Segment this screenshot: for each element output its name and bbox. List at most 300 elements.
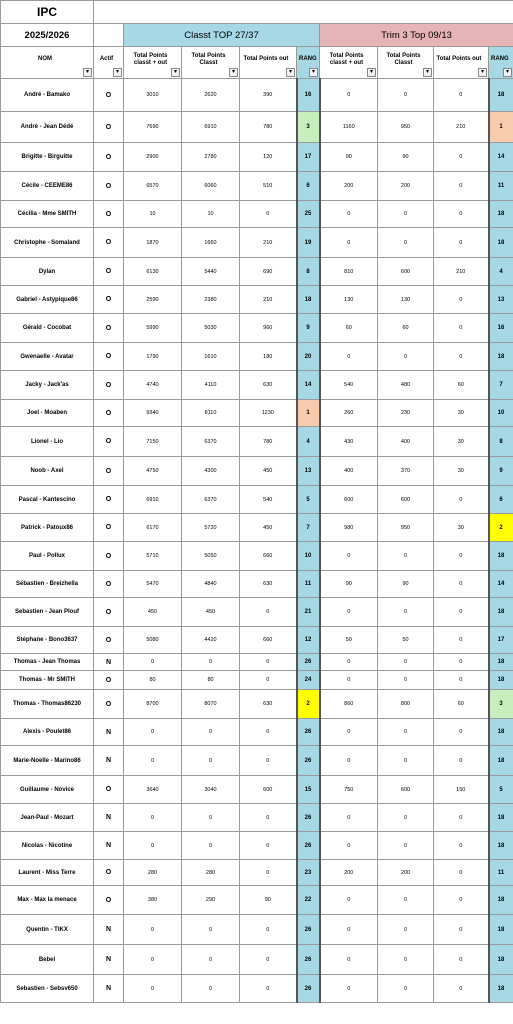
cell-rang-2[interactable]: 18 xyxy=(489,228,513,258)
cell-tpc[interactable]: 0 xyxy=(182,832,240,860)
cell-rang[interactable]: 1 xyxy=(297,400,320,427)
cell-tpo[interactable]: 780 xyxy=(240,112,297,143)
cell-nom[interactable]: Jean-Paul - Mozart xyxy=(1,804,94,832)
cell-tpo[interactable]: 450 xyxy=(240,514,297,542)
cell-rang[interactable]: 6 xyxy=(297,172,320,201)
cell-tpo[interactable]: 210 xyxy=(240,286,297,314)
cell-rang[interactable]: 8 xyxy=(297,258,320,286)
cell-tpc-out[interactable]: 280 xyxy=(124,860,182,886)
cell-rang-2[interactable]: 18 xyxy=(489,746,513,776)
cell-actif[interactable]: O xyxy=(94,457,124,486)
cell-actif[interactable]: O xyxy=(94,371,124,400)
cell-rang[interactable]: 18 xyxy=(297,286,320,314)
cell-tpc-out[interactable]: 4750 xyxy=(124,457,182,486)
filter-dropdown-icon[interactable]: ▾ xyxy=(367,68,376,77)
cell-tpc-2[interactable]: 0 xyxy=(378,671,434,690)
cell-rang[interactable]: 13 xyxy=(297,457,320,486)
cell-rang-2[interactable]: 11 xyxy=(489,172,513,201)
cell-tpo-2[interactable]: 150 xyxy=(434,776,489,804)
header-tpc-2[interactable]: Total Points Classt ▾ xyxy=(378,47,434,79)
cell-tpo[interactable]: 120 xyxy=(240,143,297,172)
cell-tpc-2[interactable]: 60 xyxy=(378,314,434,343)
cell-tpc-2[interactable]: 0 xyxy=(378,746,434,776)
cell-nom[interactable]: Sebastien - Sebsv650 xyxy=(1,975,94,1003)
cell-rang-2[interactable]: 18 xyxy=(489,804,513,832)
cell-tpc[interactable]: 3040 xyxy=(182,776,240,804)
cell-tpc-2[interactable]: 0 xyxy=(378,201,434,228)
cell-tpc-2[interactable]: 0 xyxy=(378,79,434,112)
cell-rang[interactable]: 26 xyxy=(297,915,320,945)
cell-tpo[interactable]: 0 xyxy=(240,201,297,228)
cell-tpo-2[interactable]: 210 xyxy=(434,112,489,143)
cell-tpc-out-2[interactable]: 540 xyxy=(320,371,378,400)
cell-tpo[interactable]: 630 xyxy=(240,371,297,400)
cell-tpc-out-2[interactable]: 200 xyxy=(320,860,378,886)
cell-rang-2[interactable]: 14 xyxy=(489,571,513,598)
cell-rang[interactable]: 15 xyxy=(297,776,320,804)
header-tpo-2[interactable]: Total Points out ▾ xyxy=(434,47,489,79)
cell-tpc-out[interactable]: 80 xyxy=(124,671,182,690)
cell-rang[interactable]: 3 xyxy=(297,112,320,143)
cell-tpc-2[interactable]: 0 xyxy=(378,804,434,832)
cell-tpo-2[interactable]: 30 xyxy=(434,514,489,542)
cell-rang-2[interactable]: 7 xyxy=(489,371,513,400)
cell-tpc-out[interactable]: 5080 xyxy=(124,627,182,654)
cell-rang-2[interactable]: 3 xyxy=(489,690,513,719)
cell-tpc-2[interactable]: 0 xyxy=(378,228,434,258)
cell-actif[interactable]: O xyxy=(94,886,124,915)
cell-tpo[interactable]: 0 xyxy=(240,804,297,832)
cell-tpc-out-2[interactable]: 750 xyxy=(320,776,378,804)
cell-tpo[interactable]: 960 xyxy=(240,314,297,343)
cell-rang-2[interactable]: 18 xyxy=(489,671,513,690)
cell-tpo-2[interactable]: 30 xyxy=(434,427,489,457)
cell-actif[interactable]: N xyxy=(94,719,124,746)
cell-tpc[interactable]: 0 xyxy=(182,746,240,776)
cell-tpc-out-2[interactable]: 0 xyxy=(320,746,378,776)
cell-tpc-out[interactable]: 2590 xyxy=(124,286,182,314)
cell-rang-2[interactable]: 10 xyxy=(489,400,513,427)
cell-tpc-out-2[interactable]: 0 xyxy=(320,201,378,228)
cell-tpc[interactable]: 2380 xyxy=(182,286,240,314)
cell-tpc-2[interactable]: 50 xyxy=(378,627,434,654)
cell-nom[interactable]: Nicolas - Nicotine xyxy=(1,832,94,860)
cell-tpo-2[interactable]: 0 xyxy=(434,804,489,832)
cell-nom[interactable]: Cécilia - Mme SMITH xyxy=(1,201,94,228)
cell-rang[interactable]: 20 xyxy=(297,343,320,371)
cell-rang[interactable]: 26 xyxy=(297,804,320,832)
cell-tpc-2[interactable]: 0 xyxy=(378,343,434,371)
cell-actif[interactable]: N xyxy=(94,975,124,1003)
cell-rang[interactable]: 11 xyxy=(297,571,320,598)
cell-tpo-2[interactable]: 60 xyxy=(434,690,489,719)
cell-tpo[interactable]: 780 xyxy=(240,427,297,457)
cell-tpc-2[interactable]: 950 xyxy=(378,112,434,143)
cell-rang[interactable]: 22 xyxy=(297,886,320,915)
cell-tpc-2[interactable]: 370 xyxy=(378,457,434,486)
cell-tpo-2[interactable]: 0 xyxy=(434,832,489,860)
cell-tpc-2[interactable]: 200 xyxy=(378,860,434,886)
cell-tpc-out-2[interactable]: 0 xyxy=(320,228,378,258)
cell-tpo-2[interactable]: 0 xyxy=(434,201,489,228)
cell-actif[interactable]: O xyxy=(94,286,124,314)
cell-tpo[interactable]: 600 xyxy=(240,776,297,804)
cell-rang-2[interactable]: 18 xyxy=(489,975,513,1003)
cell-tpc[interactable]: 0 xyxy=(182,804,240,832)
cell-nom[interactable]: Dylan xyxy=(1,258,94,286)
cell-nom[interactable]: Gérald - Cocobat xyxy=(1,314,94,343)
cell-actif[interactable]: O xyxy=(94,776,124,804)
cell-nom[interactable]: Gabriel - Astypique86 xyxy=(1,286,94,314)
cell-actif[interactable]: O xyxy=(94,172,124,201)
cell-tpo-2[interactable]: 0 xyxy=(434,143,489,172)
cell-nom[interactable]: Thomas - Thomas86230 xyxy=(1,690,94,719)
cell-nom[interactable]: Jacky - Jack'as xyxy=(1,371,94,400)
cell-rang-2[interactable]: 16 xyxy=(489,314,513,343)
cell-rang-2[interactable]: 18 xyxy=(489,542,513,571)
cell-rang-2[interactable]: 11 xyxy=(489,860,513,886)
cell-rang-2[interactable]: 18 xyxy=(489,945,513,975)
cell-rang[interactable]: 26 xyxy=(297,975,320,1003)
cell-tpc-out[interactable]: 0 xyxy=(124,975,182,1003)
cell-tpc-2[interactable]: 0 xyxy=(378,915,434,945)
cell-tpc-out-2[interactable]: 810 xyxy=(320,258,378,286)
cell-actif[interactable]: O xyxy=(94,201,124,228)
cell-tpo[interactable]: 510 xyxy=(240,172,297,201)
cell-rang[interactable]: 14 xyxy=(297,371,320,400)
header-tpc-out-2[interactable]: Total Points classt + out ▾ xyxy=(320,47,378,79)
cell-tpc-out[interactable]: 2900 xyxy=(124,143,182,172)
cell-nom[interactable]: Patrick - Patoux86 xyxy=(1,514,94,542)
header-rang-2[interactable]: RANG ▾ xyxy=(489,47,513,79)
cell-tpo[interactable]: 0 xyxy=(240,598,297,627)
cell-nom[interactable]: Christophe - Somaland xyxy=(1,228,94,258)
cell-tpc-2[interactable]: 230 xyxy=(378,400,434,427)
cell-tpo-2[interactable]: 0 xyxy=(434,486,489,514)
cell-tpc-out[interactable]: 0 xyxy=(124,915,182,945)
cell-tpo[interactable]: 0 xyxy=(240,975,297,1003)
cell-nom[interactable]: Cécile - CEEME86 xyxy=(1,172,94,201)
cell-tpc-out[interactable]: 6170 xyxy=(124,514,182,542)
cell-tpc[interactable]: 1660 xyxy=(182,228,240,258)
cell-rang[interactable]: 24 xyxy=(297,671,320,690)
cell-tpc-out-2[interactable]: 90 xyxy=(320,571,378,598)
cell-tpc-out-2[interactable]: 260 xyxy=(320,400,378,427)
cell-rang-2[interactable]: 9 xyxy=(489,457,513,486)
cell-tpc-out-2[interactable]: 430 xyxy=(320,427,378,457)
cell-tpc[interactable]: 6060 xyxy=(182,172,240,201)
cell-tpo-2[interactable]: 0 xyxy=(434,671,489,690)
cell-tpo-2[interactable]: 30 xyxy=(434,457,489,486)
cell-tpo-2[interactable]: 0 xyxy=(434,172,489,201)
cell-tpc-out-2[interactable]: 0 xyxy=(320,975,378,1003)
cell-tpc-2[interactable]: 130 xyxy=(378,286,434,314)
cell-nom[interactable]: Thomas - Jean Thomas xyxy=(1,654,94,671)
header-nom[interactable]: NOM ▾ xyxy=(1,47,94,79)
cell-tpo-2[interactable]: 0 xyxy=(434,886,489,915)
cell-tpo-2[interactable]: 0 xyxy=(434,719,489,746)
cell-nom[interactable]: André - Bamako xyxy=(1,79,94,112)
cell-rang-2[interactable]: 18 xyxy=(489,343,513,371)
cell-tpc-out-2[interactable]: 0 xyxy=(320,915,378,945)
cell-rang-2[interactable]: 18 xyxy=(489,719,513,746)
cell-nom[interactable]: Guillaume - Novice xyxy=(1,776,94,804)
cell-tpc-out[interactable]: 5990 xyxy=(124,314,182,343)
cell-rang[interactable]: 5 xyxy=(297,486,320,514)
cell-tpc-2[interactable]: 200 xyxy=(378,172,434,201)
cell-tpc-out[interactable]: 0 xyxy=(124,719,182,746)
cell-tpo[interactable]: 630 xyxy=(240,690,297,719)
cell-tpo-2[interactable]: 0 xyxy=(434,654,489,671)
cell-tpo-2[interactable]: 0 xyxy=(434,542,489,571)
cell-tpc-2[interactable]: 0 xyxy=(378,719,434,746)
cell-actif[interactable]: O xyxy=(94,690,124,719)
cell-tpo[interactable]: 0 xyxy=(240,945,297,975)
cell-tpo[interactable]: 630 xyxy=(240,571,297,598)
cell-rang-2[interactable]: 18 xyxy=(489,598,513,627)
cell-tpc-out[interactable]: 8700 xyxy=(124,690,182,719)
cell-rang-2[interactable]: 18 xyxy=(489,886,513,915)
cell-nom[interactable]: Max - Max la menace xyxy=(1,886,94,915)
cell-tpc[interactable]: 6370 xyxy=(182,427,240,457)
cell-tpc-out[interactable]: 9340 xyxy=(124,400,182,427)
cell-tpc[interactable]: 5440 xyxy=(182,258,240,286)
cell-tpc-out-2[interactable]: 400 xyxy=(320,457,378,486)
filter-dropdown-icon[interactable]: ▾ xyxy=(478,68,487,77)
cell-tpc-2[interactable]: 90 xyxy=(378,143,434,172)
cell-tpc-out[interactable]: 3010 xyxy=(124,79,182,112)
cell-tpo[interactable]: 660 xyxy=(240,627,297,654)
cell-actif[interactable]: O xyxy=(94,598,124,627)
cell-tpc[interactable]: 0 xyxy=(182,975,240,1003)
header-actif[interactable]: Actif ▾ xyxy=(94,47,124,79)
cell-tpc-out-2[interactable]: 60 xyxy=(320,314,378,343)
cell-tpc-out-2[interactable]: 90 xyxy=(320,143,378,172)
cell-actif[interactable]: O xyxy=(94,571,124,598)
filter-dropdown-icon[interactable]: ▾ xyxy=(423,68,432,77)
cell-nom[interactable]: Sebastien - Jean Plouf xyxy=(1,598,94,627)
cell-tpc-out[interactable]: 1870 xyxy=(124,228,182,258)
cell-tpo[interactable]: 690 xyxy=(240,258,297,286)
cell-rang-2[interactable]: 18 xyxy=(489,79,513,112)
cell-rang[interactable]: 19 xyxy=(297,228,320,258)
cell-tpc-out[interactable]: 0 xyxy=(124,654,182,671)
cell-tpc[interactable]: 0 xyxy=(182,945,240,975)
cell-tpo[interactable]: 0 xyxy=(240,671,297,690)
cell-rang[interactable]: 2 xyxy=(297,690,320,719)
cell-tpc[interactable]: 2620 xyxy=(182,79,240,112)
cell-tpo[interactable]: 0 xyxy=(240,832,297,860)
cell-actif[interactable]: O xyxy=(94,627,124,654)
filter-dropdown-icon[interactable]: ▾ xyxy=(286,68,295,77)
cell-rang-2[interactable]: 14 xyxy=(489,143,513,172)
cell-tpc[interactable]: 5720 xyxy=(182,514,240,542)
cell-tpc-2[interactable]: 0 xyxy=(378,832,434,860)
cell-actif[interactable]: O xyxy=(94,514,124,542)
cell-tpo[interactable]: 180 xyxy=(240,343,297,371)
cell-tpc[interactable]: 8110 xyxy=(182,400,240,427)
cell-tpo-2[interactable]: 30 xyxy=(434,400,489,427)
cell-actif[interactable]: O xyxy=(94,228,124,258)
cell-tpo[interactable]: 390 xyxy=(240,79,297,112)
cell-nom[interactable]: André - Jean Dédé xyxy=(1,112,94,143)
filter-dropdown-icon[interactable]: ▾ xyxy=(83,68,92,77)
cell-tpc-out-2[interactable]: 0 xyxy=(320,719,378,746)
cell-tpc-out[interactable]: 6910 xyxy=(124,486,182,514)
cell-tpo-2[interactable]: 0 xyxy=(434,228,489,258)
cell-rang[interactable]: 26 xyxy=(297,832,320,860)
cell-tpc-out[interactable]: 10 xyxy=(124,201,182,228)
cell-nom[interactable]: Lionel - Lio xyxy=(1,427,94,457)
cell-tpo[interactable]: 0 xyxy=(240,746,297,776)
cell-tpo[interactable]: 1230 xyxy=(240,400,297,427)
cell-tpo-2[interactable]: 0 xyxy=(434,627,489,654)
cell-rang-2[interactable]: 13 xyxy=(489,286,513,314)
cell-nom[interactable]: Noob - Axel xyxy=(1,457,94,486)
cell-tpc[interactable]: 0 xyxy=(182,719,240,746)
cell-tpo[interactable]: 0 xyxy=(240,654,297,671)
filter-dropdown-icon[interactable]: ▾ xyxy=(113,68,122,77)
cell-actif[interactable]: O xyxy=(94,314,124,343)
cell-tpc[interactable]: 0 xyxy=(182,654,240,671)
cell-actif[interactable]: O xyxy=(94,671,124,690)
cell-nom[interactable]: Quentin - TIKX xyxy=(1,915,94,945)
cell-tpc-out-2[interactable]: 0 xyxy=(320,598,378,627)
cell-tpo[interactable]: 0 xyxy=(240,915,297,945)
cell-tpc-out[interactable]: 380 xyxy=(124,886,182,915)
cell-tpo[interactable]: 210 xyxy=(240,228,297,258)
cell-tpc-2[interactable]: 950 xyxy=(378,514,434,542)
cell-tpc-out[interactable]: 0 xyxy=(124,832,182,860)
cell-tpc-out[interactable]: 0 xyxy=(124,746,182,776)
cell-tpc-out[interactable]: 7150 xyxy=(124,427,182,457)
cell-actif[interactable]: O xyxy=(94,400,124,427)
cell-tpc-2[interactable]: 0 xyxy=(378,542,434,571)
cell-actif[interactable]: O xyxy=(94,860,124,886)
cell-tpo[interactable]: 660 xyxy=(240,542,297,571)
cell-rang[interactable]: 26 xyxy=(297,719,320,746)
cell-actif[interactable]: N xyxy=(94,915,124,945)
cell-tpo-2[interactable]: 0 xyxy=(434,314,489,343)
cell-tpo-2[interactable]: 0 xyxy=(434,598,489,627)
cell-rang[interactable]: 12 xyxy=(297,627,320,654)
cell-rang[interactable]: 25 xyxy=(297,201,320,228)
cell-actif[interactable]: N xyxy=(94,654,124,671)
cell-actif[interactable]: N xyxy=(94,945,124,975)
cell-nom[interactable]: Pascal - Kantescino xyxy=(1,486,94,514)
filter-dropdown-icon[interactable]: ▾ xyxy=(309,68,318,77)
cell-tpc[interactable]: 6910 xyxy=(182,112,240,143)
cell-rang[interactable]: 4 xyxy=(297,427,320,457)
cell-tpc-out-2[interactable]: 0 xyxy=(320,886,378,915)
cell-rang-2[interactable]: 17 xyxy=(489,627,513,654)
cell-actif[interactable]: O xyxy=(94,427,124,457)
cell-nom[interactable]: Laurent - Miss Terre xyxy=(1,860,94,886)
cell-rang-2[interactable]: 18 xyxy=(489,832,513,860)
cell-tpc-out[interactable]: 0 xyxy=(124,804,182,832)
cell-tpc[interactable]: 450 xyxy=(182,598,240,627)
cell-tpc-out[interactable]: 6570 xyxy=(124,172,182,201)
cell-rang-2[interactable]: 18 xyxy=(489,915,513,945)
cell-tpc-2[interactable]: 480 xyxy=(378,371,434,400)
cell-nom[interactable]: Joel - Moaben xyxy=(1,400,94,427)
cell-tpo-2[interactable]: 0 xyxy=(434,860,489,886)
cell-nom[interactable]: Stéphane - Bono3637 xyxy=(1,627,94,654)
cell-tpc-out[interactable]: 3640 xyxy=(124,776,182,804)
cell-tpc[interactable]: 1610 xyxy=(182,343,240,371)
cell-tpc-2[interactable]: 0 xyxy=(378,975,434,1003)
cell-tpc[interactable]: 5030 xyxy=(182,314,240,343)
cell-tpc-2[interactable]: 0 xyxy=(378,945,434,975)
cell-tpc-2[interactable]: 0 xyxy=(378,654,434,671)
cell-nom[interactable]: Bebel xyxy=(1,945,94,975)
cell-nom[interactable]: Sébastien - Breizhella xyxy=(1,571,94,598)
cell-tpo[interactable]: 540 xyxy=(240,486,297,514)
header-tpo[interactable]: Total Points out ▾ xyxy=(240,47,297,79)
cell-tpo[interactable]: 90 xyxy=(240,886,297,915)
cell-rang-2[interactable]: 18 xyxy=(489,654,513,671)
cell-rang[interactable]: 26 xyxy=(297,945,320,975)
cell-rang-2[interactable]: 4 xyxy=(489,258,513,286)
cell-rang-2[interactable]: 18 xyxy=(489,201,513,228)
header-tpc[interactable]: Total Points Classt ▾ xyxy=(182,47,240,79)
cell-tpc-out-2[interactable]: 0 xyxy=(320,832,378,860)
cell-rang-2[interactable]: 5 xyxy=(489,776,513,804)
cell-tpc-out-2[interactable]: 980 xyxy=(320,514,378,542)
cell-actif[interactable]: O xyxy=(94,486,124,514)
cell-tpc-2[interactable]: 0 xyxy=(378,598,434,627)
cell-tpc-2[interactable]: 90 xyxy=(378,571,434,598)
cell-tpc-out-2[interactable]: 0 xyxy=(320,671,378,690)
cell-rang-2[interactable]: 1 xyxy=(489,112,513,143)
cell-tpc-out[interactable]: 1790 xyxy=(124,343,182,371)
cell-tpc[interactable]: 6370 xyxy=(182,486,240,514)
cell-tpc[interactable]: 10 xyxy=(182,201,240,228)
cell-tpc-out[interactable]: 7690 xyxy=(124,112,182,143)
cell-tpo-2[interactable]: 0 xyxy=(434,915,489,945)
cell-tpc-out-2[interactable]: 600 xyxy=(320,486,378,514)
cell-rang-2[interactable]: 2 xyxy=(489,514,513,542)
cell-tpc-2[interactable]: 600 xyxy=(378,258,434,286)
cell-tpc-out[interactable]: 6130 xyxy=(124,258,182,286)
cell-tpc-out[interactable]: 5710 xyxy=(124,542,182,571)
cell-tpc-2[interactable]: 800 xyxy=(378,690,434,719)
cell-tpc-2[interactable]: 600 xyxy=(378,486,434,514)
header-tpc-out[interactable]: Total Points classt + out ▾ xyxy=(124,47,182,79)
cell-tpc-out-2[interactable]: 0 xyxy=(320,79,378,112)
cell-tpc-out-2[interactable]: 0 xyxy=(320,343,378,371)
cell-tpo-2[interactable]: 0 xyxy=(434,746,489,776)
cell-tpc[interactable]: 4420 xyxy=(182,627,240,654)
cell-actif[interactable]: O xyxy=(94,143,124,172)
cell-tpo[interactable]: 0 xyxy=(240,860,297,886)
cell-tpc-2[interactable]: 0 xyxy=(378,886,434,915)
cell-tpo[interactable]: 0 xyxy=(240,719,297,746)
filter-dropdown-icon[interactable]: ▾ xyxy=(171,68,180,77)
cell-nom[interactable]: Alexis - Poulet86 xyxy=(1,719,94,746)
cell-tpc[interactable]: 8070 xyxy=(182,690,240,719)
cell-rang[interactable]: 26 xyxy=(297,654,320,671)
cell-actif[interactable]: N xyxy=(94,804,124,832)
cell-tpo[interactable]: 450 xyxy=(240,457,297,486)
cell-rang[interactable]: 21 xyxy=(297,598,320,627)
cell-nom[interactable]: Paul - Pollux xyxy=(1,542,94,571)
cell-tpc-out-2[interactable]: 200 xyxy=(320,172,378,201)
cell-actif[interactable]: N xyxy=(94,832,124,860)
cell-tpc[interactable]: 4110 xyxy=(182,371,240,400)
cell-tpc[interactable]: 290 xyxy=(182,886,240,915)
cell-tpc-out-2[interactable]: 0 xyxy=(320,542,378,571)
